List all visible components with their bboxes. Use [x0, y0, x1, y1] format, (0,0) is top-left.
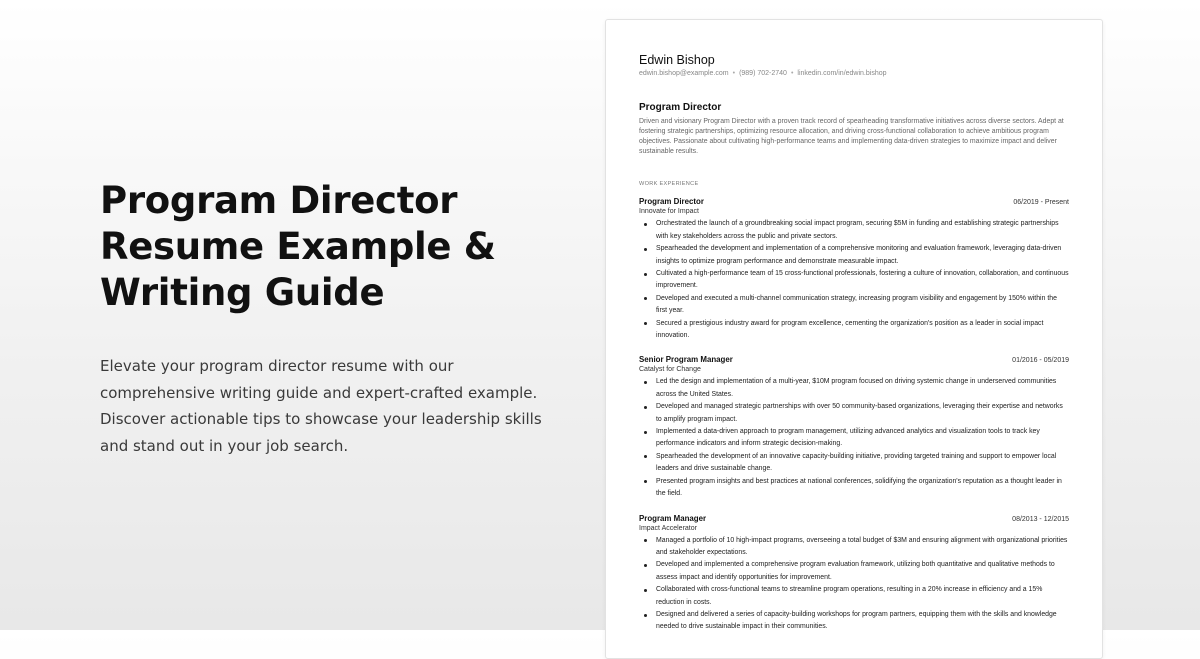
resume-contact — [639, 70, 1069, 77]
contact-separator: • — [732, 70, 736, 77]
job-bullet: Spearheaded the development and implementation of a comprehensive monitoring and evaluation framework, leveraging data-driven insights to optimize program performance and demonstrate measurable impact. — [656, 243, 1069, 268]
job-role: Program Manager — [639, 513, 707, 523]
job-bullet: Orchestrated the launch of a groundbreaking social impact program, securing $5M in funding and establishing strategic partnerships with key stakeholders across the public and private sectors. — [656, 218, 1069, 243]
job-dates: 08/2013 - 12/2015 — [1012, 515, 1069, 523]
job-dates: 06/2019 - Present — [1013, 199, 1069, 207]
job-bullet: Presented program insights and best practices at national conferences, solidifying the organization's reputation as a thought leader in the field. — [656, 476, 1069, 501]
resume-name: Edwin Bishop — [639, 53, 715, 67]
description-line: and stand out in your job search. — [100, 436, 349, 455]
job-bullet: Developed and executed a multi-channel communication strategy, increasing program visibility and engagement by 150% within the first year. — [656, 293, 1069, 318]
job-company: Impact Accelerator — [639, 524, 697, 532]
job-entry — [639, 355, 1069, 500]
job-bullet: Led the design and implementation of a multi-year, $10M program focused on driving systemic change in underserved communities across the United States. — [656, 376, 1069, 401]
job-bullet: Developed and managed strategic partnerships with over 50 community-based organizations, leveraging their expertise and networks to amplify program impact. — [656, 401, 1069, 426]
section-heading-work-experience: WORK EXPERIENCE — [639, 181, 699, 188]
job-dates: 01/2016 - 05/2019 — [1012, 357, 1069, 365]
job-bullet: Implemented a data-driven approach to program management, utilizing advanced analytics and visualization tools to track key performance indicators and inform strategic decision-making. — [656, 426, 1069, 451]
description-line: Elevate your program director resume with our — [100, 357, 454, 375]
job-company: Innovate for Impact — [639, 208, 699, 216]
title-line: Writing Guide — [100, 271, 385, 314]
job-bullet: Designed and delivered a series of capacity-building workshops for program partners, equipping them with the skills and knowledge needed to drive sustainable impact in their communities. — [656, 609, 1069, 634]
job-bullet: Cultivated a high-performance team of 15 cross-functional professionals, fostering a culture of innovation, collaboration, and continuous improvement. — [656, 268, 1069, 293]
description-line: comprehensive writing guide and expert-crafted example. — [100, 383, 538, 402]
job-header — [639, 355, 1069, 364]
resume-email: edwin.bishop@example.com — [639, 70, 729, 77]
resume-preview — [605, 19, 1103, 659]
resume-summary: Driven and visionary Program Director with a proven track record of spearheading transformative initiatives across diverse sectors. Adept at fostering strategic partnerships, optimizing resource allocation, and driving cross-functional collaboration to achieve ambitious program objectives. Passionate about cultivating high-performance teams and implementing data-driven strategies to maximize impact and deliver sustainable results. — [639, 118, 1064, 156]
job-role: Program Director — [639, 197, 704, 207]
resume-phone: (989) 702-2740 — [739, 70, 787, 77]
hero-section — [100, 178, 570, 455]
title-line: Resume Example & — [100, 225, 496, 268]
job-bullet: Managed a portfolio of 10 high-impact programs, overseeing a total budget of $3M and ensuring alignment with organizational priorities and stakeholder expectations. — [656, 535, 1069, 560]
description-line: Discover actionable tips to showcase your leadership skills — [100, 410, 542, 428]
resume-title: Program Director — [639, 102, 722, 113]
job-entry — [639, 514, 1069, 634]
job-bullet: Developed and implemented a comprehensive program evaluation framework, utilizing both quantitative and qualitative methods to assess impact and identify opportunities for improvement. — [656, 559, 1069, 584]
title-line: Program Director — [100, 179, 458, 222]
job-bullet: Secured a prestigious industry award for program excellence, cementing the organization's position as a leader in social impact innovation. — [656, 318, 1069, 343]
job-bullet: Collaborated with cross-functional teams to streamline program operations, resulting in a 20% increase in efficiency and a 15% reduction in costs. — [656, 584, 1069, 609]
resume-linkedin: linkedin.com/in/edwin.bishop — [797, 70, 887, 77]
job-entry — [639, 197, 1069, 342]
page-description — [100, 353, 560, 459]
page-title — [100, 178, 570, 316]
job-company: Catalyst for Change — [639, 366, 701, 374]
job-bullets — [639, 218, 1069, 342]
job-bullets — [639, 535, 1069, 634]
job-header — [639, 197, 1069, 206]
contact-separator: • — [790, 70, 794, 77]
job-bullets — [639, 376, 1069, 500]
job-header — [639, 514, 1069, 523]
job-role: Senior Program Manager — [639, 355, 733, 365]
job-bullet: Spearheaded the development of an innovative capacity-building initiative, providing targeted training and support to empower local leaders and drive sustainable change. — [656, 451, 1069, 476]
